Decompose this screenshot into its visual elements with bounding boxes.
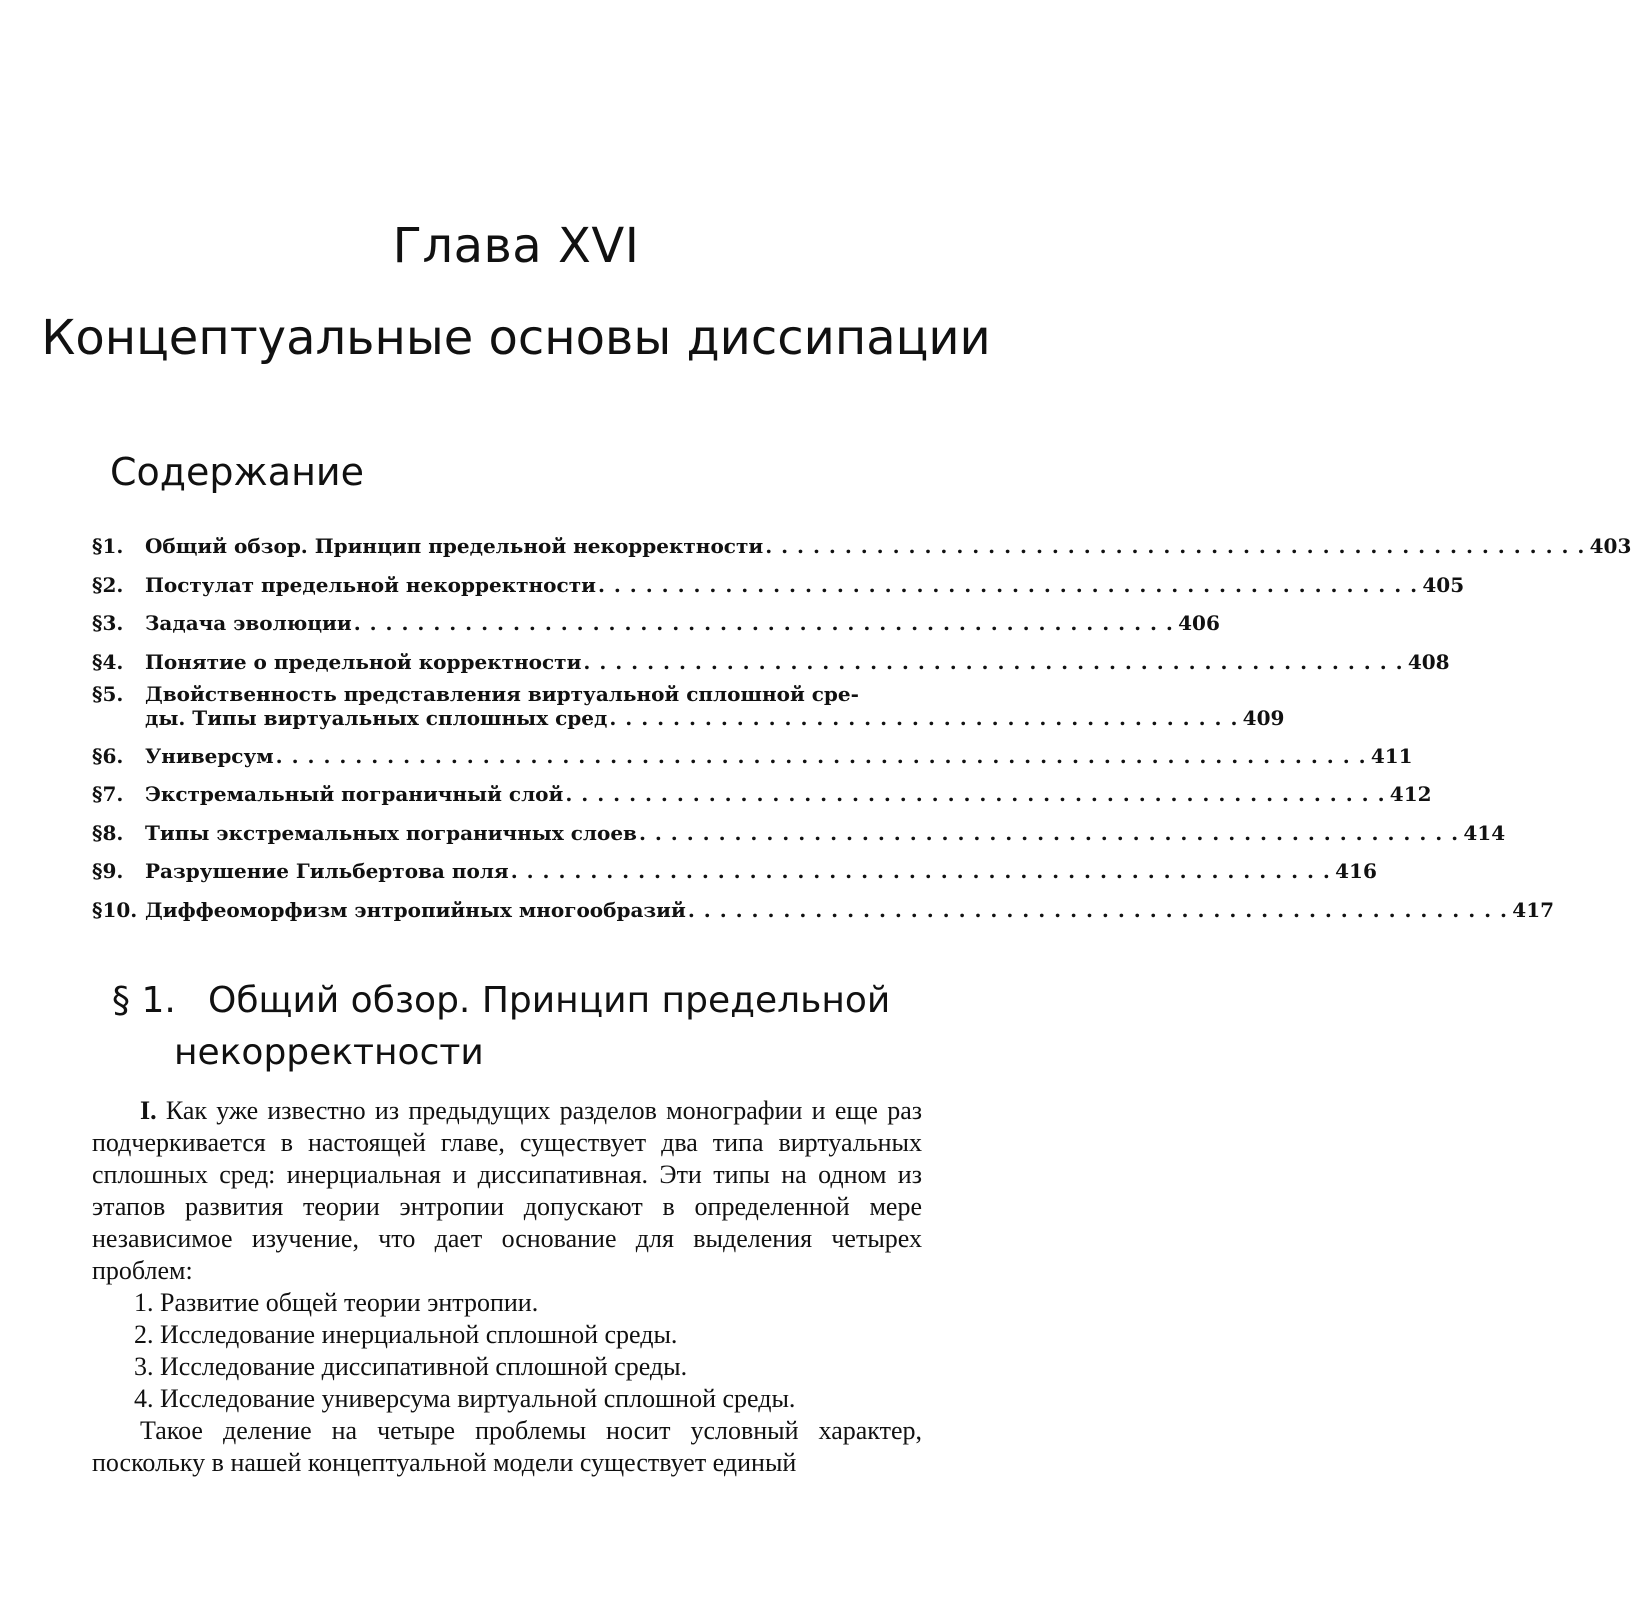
- toc-item-number: §2.: [92, 572, 124, 597]
- paragraph-2: Такое деление на четыре проблемы носит условный характер, поскольку в нашей концептуальной модели существует единый: [92, 1416, 922, 1477]
- toc-item-6[interactable]: [92, 730, 1413, 768]
- toc-item-page: 416: [1335, 859, 1377, 884]
- toc-item-page: 411: [1370, 743, 1413, 768]
- chapter-label: Глава XVI: [392, 218, 640, 274]
- toc-item-number: §3.: [92, 611, 124, 636]
- toc-item-number: §8.: [92, 820, 124, 845]
- toc-leader-dots: . . . . . . . . . . . . . . . . . . . . . . . . . . . . . . . . . . . . . . . .: [609, 705, 1239, 730]
- toc-item-page: 414: [1463, 820, 1506, 845]
- toc-item-page: 412: [1389, 782, 1432, 807]
- list-item-2: 2. Исследование инерциальной сплошной среды.: [134, 1320, 678, 1349]
- toc-item-page: 406: [1178, 611, 1220, 636]
- section-number: § 1.: [112, 980, 176, 1021]
- paragraph-1-text: Как уже известно из предыдущих разделов монографии и еще раз подчеркивается в настоящей главе, существует два типа виртуальных сплошных сред: инерциальная и диссипативная. Эти типы на одном из этапов развития теории энтропии допускают в определенной мере независимое изучение, что дает основание для выделения четырех проблем:: [92, 1096, 923, 1285]
- toc-item-title: Задача эволюции: [145, 611, 352, 636]
- toc-item-title: Двойственность представления виртуальной сплошной сре-: [145, 681, 859, 706]
- toc-item-number: §10.: [92, 897, 138, 922]
- toc-leader-dots: . . . . . . . . . . . . . . . . . . . . . . . . . . . . . . . . . . . . . . . . . . . . . . . . . . . .: [510, 859, 1331, 884]
- toc-item-5[interactable]: [92, 674, 1285, 730]
- toc-item-8[interactable]: [92, 806, 1506, 845]
- toc-item-title: Экстремальный пограничный слой: [145, 782, 564, 807]
- toc-leader-dots: . . . . . . . . . . . . . . . . . . . . . . . . . . . . . . . . . . . . . . . . . . . . . . . . . . . .: [583, 649, 1404, 674]
- toc-heading: Содержание: [110, 450, 364, 494]
- toc-item-title: Типы экстремальных пограничных слоев: [145, 820, 637, 845]
- toc-item-number: §7.: [92, 782, 124, 807]
- toc-leader-dots: . . . . . . . . . . . . . . . . . . . . . . . . . . . . . . . . . . . . . . . . . . . . . . . . . . . .: [638, 820, 1460, 845]
- toc-item-page: 405: [1422, 572, 1465, 597]
- toc-item-title: Разрушение Гильбертова поля: [145, 859, 509, 884]
- body-text: [92, 1095, 922, 1479]
- toc-item-title: Понятие о предельной корректности: [145, 649, 582, 674]
- toc-item-title-continued: ды. Типы виртуальных сплошных сред: [145, 705, 608, 730]
- toc-item-1[interactable]: [92, 520, 1631, 559]
- toc-item-7[interactable]: [92, 768, 1432, 807]
- toc-leader-dots: . . . . . . . . . . . . . . . . . . . . . . . . . . . . . . . . . . . . . . . . . . . . . . . . . . . .: [765, 534, 1586, 559]
- toc-leader-dots: . . . . . . . . . . . . . . . . . . . . . . . . . . . . . . . . . . . . . . . . . . . . . . . . . . . .: [353, 611, 1174, 636]
- list-item-3: 3. Исследование диссипативной сплошной среды.: [134, 1352, 688, 1381]
- toc-item-title: Универсум: [145, 743, 274, 768]
- toc-item-page: 417: [1512, 897, 1555, 922]
- list-item-1: 1. Развитие общей теории энтропии.: [134, 1288, 539, 1317]
- paragraph-1: [92, 1095, 922, 1287]
- toc-item-page: 409: [1242, 705, 1285, 730]
- toc-item-number: §6.: [92, 743, 124, 768]
- toc-item-10[interactable]: [92, 883, 1555, 922]
- toc-item-number: §5.: [92, 681, 124, 706]
- section-title-line2: некорректности: [174, 1032, 484, 1073]
- toc-leader-dots: . . . . . . . . . . . . . . . . . . . . . . . . . . . . . . . . . . . . . . . . . . . . . . . . . . . .: [565, 782, 1386, 807]
- toc-item-3[interactable]: [92, 597, 1220, 636]
- toc-leader-dots: . . . . . . . . . . . . . . . . . . . . . . . . . . . . . . . . . . . . . . . . . . . . . . . . . . . . . . . . . . . . . . . . . . . . .: [275, 743, 1367, 768]
- chapter-title: Концептуальные основы диссипации: [41, 310, 991, 366]
- toc-item-number: §9.: [92, 859, 124, 884]
- toc-item-title: Диффеоморфизм энтропийных многообразий: [145, 897, 686, 922]
- toc-item-number: §1.: [92, 534, 124, 559]
- section-heading: [112, 975, 932, 1079]
- section-title-line1: Общий обзор. Принцип предельной: [208, 980, 891, 1021]
- toc-item-2[interactable]: [92, 558, 1465, 597]
- toc-item-page: 403: [1589, 534, 1631, 559]
- toc-item-title: Постулат предельной некорректности: [145, 572, 596, 597]
- toc-leader-dots: . . . . . . . . . . . . . . . . . . . . . . . . . . . . . . . . . . . . . . . . . . . . . . . . . . . .: [597, 572, 1419, 597]
- toc-item-number: §4.: [92, 649, 124, 674]
- toc-item-9[interactable]: [92, 845, 1377, 884]
- toc-item-page: 408: [1407, 649, 1450, 674]
- table-of-contents: [92, 520, 1631, 922]
- list-item-4: 4. Исследование универсума виртуальной сплошной среды.: [134, 1384, 796, 1413]
- toc-leader-dots: . . . . . . . . . . . . . . . . . . . . . . . . . . . . . . . . . . . . . . . . . . . . . . . . . . . .: [687, 897, 1509, 922]
- toc-item-title: Общий обзор. Принцип предельной некорректности: [145, 534, 764, 559]
- toc-item-4[interactable]: [92, 635, 1450, 674]
- roman-numeral: I.: [140, 1096, 157, 1125]
